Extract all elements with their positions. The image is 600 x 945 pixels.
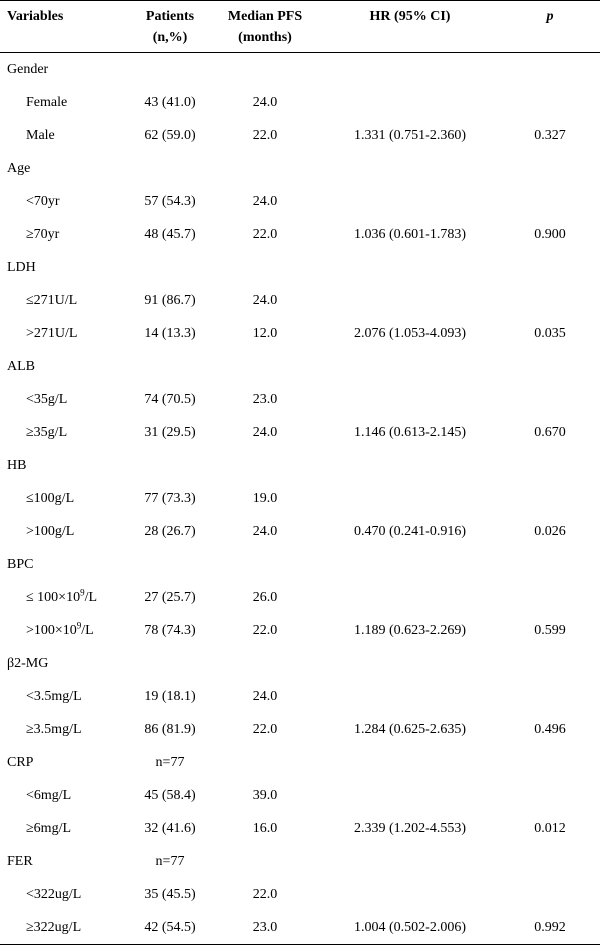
table-row xyxy=(0,119,600,152)
median-pfs-cell: 24.0 xyxy=(252,94,278,110)
p-value-cell: 0.900 xyxy=(534,226,566,242)
median-pfs-cell: 26.0 xyxy=(252,589,278,605)
variable-label: Male xyxy=(26,127,55,143)
p-value-cell xyxy=(500,53,600,87)
median-pfs-cell xyxy=(210,746,320,779)
hr-cell: 0.470 (0.241-0.916) xyxy=(354,523,466,539)
group-row xyxy=(0,53,600,87)
p-value-cell xyxy=(500,350,600,383)
variable-label: <3.5mg/L xyxy=(26,688,82,704)
group-row xyxy=(0,251,600,284)
variable-label: Age xyxy=(7,160,31,176)
variable-label: CRP xyxy=(7,754,34,770)
median-pfs-cell: 19.0 xyxy=(252,490,278,506)
median-pfs-cell: 23.0 xyxy=(252,391,278,407)
variable-label: ≤100g/L xyxy=(26,490,75,506)
variable-cell xyxy=(0,746,130,779)
median-pfs-cell xyxy=(210,548,320,581)
hr-cell xyxy=(320,845,500,878)
hr-cell xyxy=(320,383,500,416)
variable-cell xyxy=(0,416,130,449)
patients-cell xyxy=(130,350,210,383)
group-row xyxy=(0,449,600,482)
header-patients xyxy=(130,1,210,53)
variable-exponent: 9 xyxy=(80,586,85,597)
table-row xyxy=(0,515,600,548)
variable-label: <35g/L xyxy=(26,391,68,407)
median-pfs-cell: 24.0 xyxy=(252,292,278,308)
variable-label: >271U/L xyxy=(26,325,78,341)
group-row xyxy=(0,548,600,581)
variable-label: HB xyxy=(7,457,27,473)
table-header xyxy=(0,1,600,53)
median-pfs-cell xyxy=(210,251,320,284)
patients-cell xyxy=(130,152,210,185)
variable-label: ≥70yr xyxy=(26,226,60,242)
hr-cell xyxy=(320,152,500,185)
p-value-cell: 0.327 xyxy=(534,127,566,143)
table-row xyxy=(0,218,600,251)
patients-cell: 14 (13.3) xyxy=(144,325,196,341)
variable-cell xyxy=(0,581,130,614)
p-value-cell xyxy=(500,746,600,779)
hr-cell xyxy=(320,548,500,581)
median-pfs-cell: 24.0 xyxy=(252,523,278,539)
median-pfs-cell: 12.0 xyxy=(252,325,278,341)
variable-label: Gender xyxy=(7,61,49,77)
variable-cell xyxy=(0,185,130,218)
p-value-cell xyxy=(500,482,600,515)
header-p-text: p xyxy=(546,9,554,24)
p-value-cell xyxy=(500,383,600,416)
variable-label: <322ug/L xyxy=(26,886,82,902)
header-pfs-line2: (months) xyxy=(238,30,292,45)
variable-cell xyxy=(0,86,130,119)
median-pfs-cell: 22.0 xyxy=(252,127,278,143)
p-value-cell xyxy=(500,845,600,878)
p-value-cell: 0.496 xyxy=(534,721,566,737)
variable-cell xyxy=(0,878,130,911)
variable-cell xyxy=(0,53,130,87)
patients-cell: 57 (54.3) xyxy=(144,193,196,209)
hr-cell xyxy=(320,878,500,911)
p-value-cell xyxy=(500,878,600,911)
p-value-cell: 0.670 xyxy=(534,424,566,440)
variable-label: β2-MG xyxy=(7,655,49,671)
header-variables xyxy=(0,1,130,53)
variable-cell xyxy=(0,383,130,416)
variable-label: ≥6mg/L xyxy=(26,820,72,836)
p-value-cell xyxy=(500,185,600,218)
patients-cell: 48 (45.7) xyxy=(144,226,196,242)
p-value-cell: 0.992 xyxy=(534,919,566,935)
hr-cell xyxy=(320,581,500,614)
median-pfs-cell: 24.0 xyxy=(252,688,278,704)
median-pfs-cell: 22.0 xyxy=(252,226,278,242)
group-row xyxy=(0,845,600,878)
variable-cell xyxy=(0,152,130,185)
hr-cell xyxy=(320,449,500,482)
patients-cell: 74 (70.5) xyxy=(144,391,196,407)
variable-cell xyxy=(0,350,130,383)
median-pfs-cell: 23.0 xyxy=(252,919,278,935)
patients-cell: n=77 xyxy=(155,853,185,869)
variable-label: >100×10 xyxy=(26,622,77,638)
median-pfs-cell: 39.0 xyxy=(252,787,278,803)
table-row xyxy=(0,581,600,614)
header-p xyxy=(500,1,600,53)
patients-cell: 43 (41.0) xyxy=(144,94,196,110)
group-row xyxy=(0,152,600,185)
hr-cell: 2.339 (1.202-4.553) xyxy=(354,820,466,836)
hr-cell xyxy=(320,350,500,383)
patients-cell xyxy=(130,449,210,482)
patients-cell: 42 (54.5) xyxy=(144,919,196,935)
median-pfs-cell: 24.0 xyxy=(252,193,278,209)
hr-cell xyxy=(320,86,500,119)
variable-cell xyxy=(0,515,130,548)
table-row xyxy=(0,416,600,449)
median-pfs-cell xyxy=(210,53,320,87)
patients-cell: 35 (45.5) xyxy=(144,886,196,902)
median-pfs-cell xyxy=(210,845,320,878)
patients-cell: 78 (74.3) xyxy=(144,622,196,638)
patients-cell: 31 (29.5) xyxy=(144,424,196,440)
table-row xyxy=(0,713,600,746)
header-median-pfs xyxy=(210,1,320,53)
patients-cell: 28 (26.7) xyxy=(144,523,196,539)
variable-label: <6mg/L xyxy=(26,787,72,803)
table-row xyxy=(0,680,600,713)
header-variables-text: Variables xyxy=(7,9,64,24)
variable-cell xyxy=(0,119,130,152)
table-row xyxy=(0,614,600,647)
variable-label: ≥3.5mg/L xyxy=(26,721,82,737)
variable-cell xyxy=(0,449,130,482)
variable-label: LDH xyxy=(7,259,36,275)
header-patients-line1: Patients xyxy=(145,9,195,24)
variable-cell xyxy=(0,647,130,680)
variable-cell xyxy=(0,218,130,251)
patients-cell xyxy=(130,548,210,581)
table-row xyxy=(0,383,600,416)
p-value-cell: 0.035 xyxy=(534,325,566,341)
patients-cell: 91 (86.7) xyxy=(144,292,196,308)
header-hr-text: HR (95% CI) xyxy=(369,9,451,24)
header-row xyxy=(0,1,600,53)
group-row xyxy=(0,746,600,779)
hr-cell: 1.004 (0.502-2.006) xyxy=(354,919,466,935)
median-pfs-cell: 24.0 xyxy=(252,424,278,440)
variable-cell xyxy=(0,317,130,350)
table-body xyxy=(0,53,600,945)
variable-cell xyxy=(0,680,130,713)
variable-cell xyxy=(0,482,130,515)
table-row xyxy=(0,878,600,911)
p-value-cell: 0.599 xyxy=(534,622,566,638)
median-pfs-cell: 22.0 xyxy=(252,886,278,902)
patients-cell: 86 (81.9) xyxy=(144,721,196,737)
median-pfs-cell xyxy=(210,350,320,383)
hr-cell xyxy=(320,185,500,218)
variable-exponent: 9 xyxy=(76,619,82,630)
variable-cell xyxy=(0,284,130,317)
variable-label: Female xyxy=(26,94,68,110)
patients-cell: 32 (41.6) xyxy=(144,820,196,836)
hr-cell: 2.076 (1.053-4.093) xyxy=(354,325,466,341)
p-value-cell xyxy=(500,152,600,185)
hr-cell xyxy=(320,53,500,87)
median-pfs-cell xyxy=(210,449,320,482)
p-value-cell: 0.012 xyxy=(534,820,566,836)
median-pfs-cell xyxy=(210,152,320,185)
variable-cell xyxy=(0,779,130,812)
variable-label: ≥322ug/L xyxy=(26,919,82,935)
group-row xyxy=(0,350,600,383)
variable-cell xyxy=(0,812,130,845)
p-value-cell xyxy=(500,251,600,284)
table-row xyxy=(0,86,600,119)
hr-cell xyxy=(320,284,500,317)
header-hr xyxy=(320,1,500,53)
variable-label: FER xyxy=(7,853,33,869)
patients-cell: 45 (58.4) xyxy=(144,787,196,803)
median-pfs-cell: 16.0 xyxy=(252,820,278,836)
table-row xyxy=(0,812,600,845)
patients-cell: 62 (59.0) xyxy=(144,127,196,143)
table-row xyxy=(0,911,600,945)
hr-cell xyxy=(320,680,500,713)
table-row xyxy=(0,284,600,317)
table-row xyxy=(0,185,600,218)
table-row xyxy=(0,779,600,812)
median-pfs-cell: 22.0 xyxy=(252,721,278,737)
hr-cell: 1.036 (0.601-1.783) xyxy=(354,226,466,242)
variable-label: BPC xyxy=(7,556,34,572)
hr-cell xyxy=(320,647,500,680)
variable-label: >100g/L xyxy=(26,523,75,539)
hr-cell: 1.284 (0.625-2.635) xyxy=(354,721,466,737)
p-value-cell xyxy=(500,548,600,581)
variable-cell xyxy=(0,251,130,284)
patients-cell: 27 (25.7) xyxy=(144,589,196,605)
variable-unit: /L xyxy=(81,622,94,638)
variable-label: ALB xyxy=(7,358,35,374)
variable-label: ≤ 100×10 xyxy=(26,589,81,605)
hr-cell: 1.146 (0.613-2.145) xyxy=(354,424,466,440)
group-row xyxy=(0,647,600,680)
patients-cell: 77 (73.3) xyxy=(144,490,196,506)
variable-cell xyxy=(0,911,130,945)
hr-cell xyxy=(320,251,500,284)
p-value-cell xyxy=(500,647,600,680)
p-value-cell xyxy=(500,779,600,812)
table-row xyxy=(0,317,600,350)
p-value-cell xyxy=(500,284,600,317)
median-pfs-cell: 22.0 xyxy=(252,622,278,638)
median-pfs-cell xyxy=(210,647,320,680)
patients-cell xyxy=(130,53,210,87)
patients-cell: 19 (18.1) xyxy=(144,688,196,704)
patients-cell: n=77 xyxy=(155,754,185,770)
variable-label: <70yr xyxy=(26,193,60,209)
patients-cell xyxy=(130,251,210,284)
p-value-cell xyxy=(500,449,600,482)
variable-cell xyxy=(0,845,130,878)
variable-label: ≥35g/L xyxy=(26,424,68,440)
p-value-cell: 0.026 xyxy=(534,523,566,539)
hr-cell: 1.331 (0.751-2.360) xyxy=(354,127,466,143)
variable-cell xyxy=(0,548,130,581)
header-pfs-line1: Median PFS xyxy=(227,9,303,24)
p-value-cell xyxy=(500,581,600,614)
patients-cell xyxy=(130,647,210,680)
hr-cell: 1.189 (0.623-2.269) xyxy=(354,622,466,638)
p-value-cell xyxy=(500,86,600,119)
table-row xyxy=(0,482,600,515)
variable-cell xyxy=(0,614,130,647)
p-value-cell xyxy=(500,680,600,713)
hr-cell xyxy=(320,779,500,812)
header-patients-line2: (n,%) xyxy=(152,30,188,45)
hr-cell xyxy=(320,482,500,515)
variable-label: ≤271U/L xyxy=(26,292,78,308)
variable-cell xyxy=(0,713,130,746)
variable-unit: /L xyxy=(84,589,98,605)
hr-cell xyxy=(320,746,500,779)
